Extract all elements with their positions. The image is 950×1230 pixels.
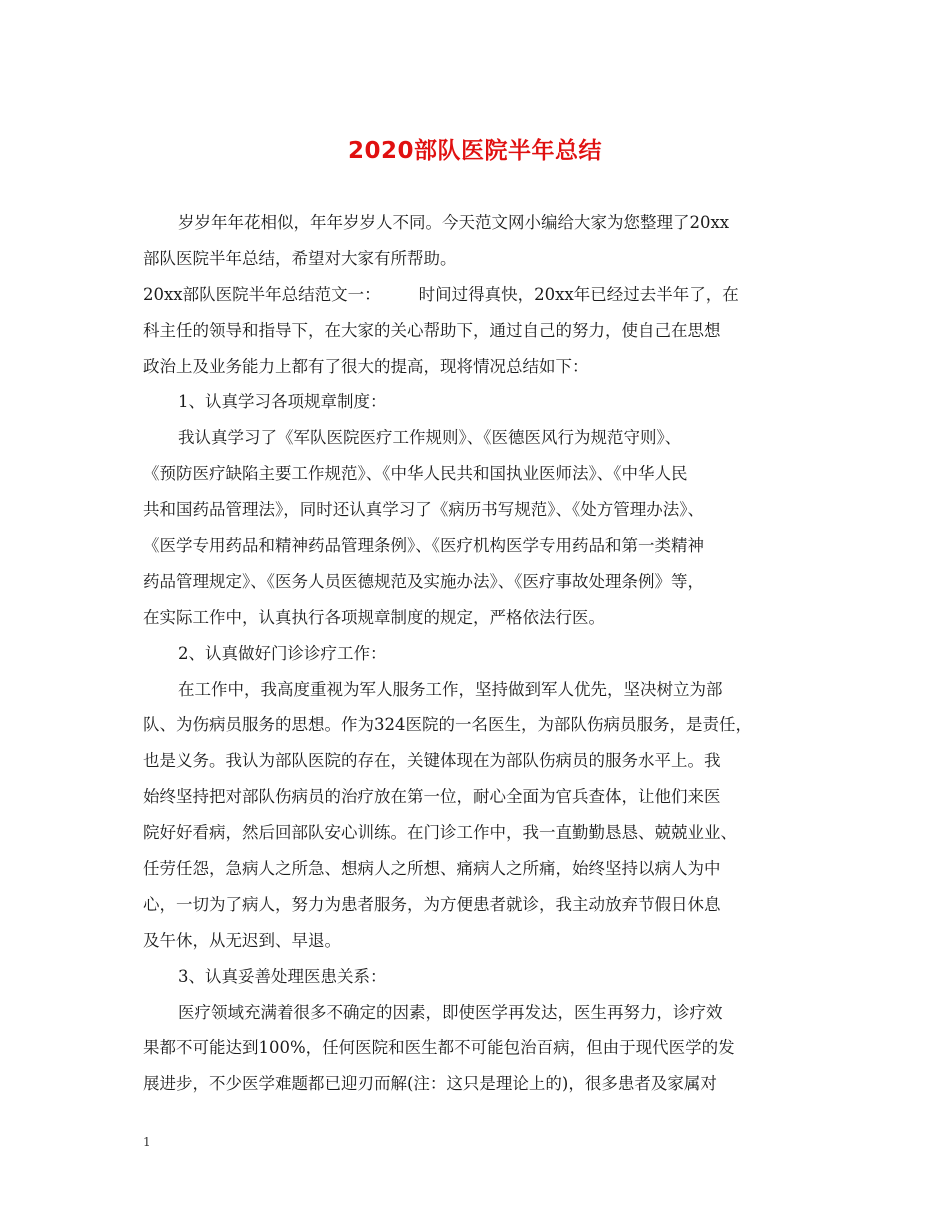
paragraph-line: 部队医院半年总结，希望对大家有所帮助。: [143, 248, 457, 268]
paragraph-line: [143, 277, 808, 313]
paragraph-line: 在工作中，我高度重视为军人服务工作，坚持做到军人优先，坚决树立为部: [178, 679, 723, 699]
paragraph-line: 始终坚持把对部队伤病员的治疗放在第一位，耐心全面为官兵查体，让他们来医: [143, 787, 721, 807]
paragraph-line: 在实际工作中，认真执行各项规章制度的规定，严格依法行医。: [143, 607, 605, 627]
paragraph-line: 科主任的领导和指导下，在大家的关心帮助下，通过自己的努力，使自己在思想: [143, 320, 721, 340]
page-number: 1: [143, 1135, 151, 1149]
paragraph-line: 岁岁年年花相似，年年岁岁人不同。今天范文网小编给大家为您整理了20xx: [178, 213, 730, 232]
paragraph-line: 《预防医疗缺陷主要工作规范》、《中华人民共和国执业医师法》、《中华人民: [143, 464, 688, 484]
section-heading: 1、认真学习各项规章制度：: [178, 392, 387, 412]
paragraph-line: 我认真学习了《军队医院医疗工作规则》、《医德医风行为规范守则》、: [178, 428, 682, 448]
paragraph-line: 心，一切为了病人，努力为患者服务，为方便患者就诊，我主动放弃节假日休息: [143, 894, 721, 914]
paragraph-line: 医疗领域充满着很多不确定的因素，即使医学再发达，医生再努力，诊疗效: [178, 1002, 723, 1022]
paragraph-line: 果都不可能达到100%，任何医院和医生都不可能包治百病，但由于现代医学的发: [143, 1038, 735, 1058]
section-heading: 3、认真妥善处理医患关系：: [178, 966, 387, 986]
paragraph-line: 也是义务。我认为部队医院的存在，关键体现在为部队伤病员的服务水平上。我: [143, 751, 721, 771]
document-body: [143, 205, 808, 1102]
paragraph-line: 院好好看病，然后回部队安心训练。在门诊工作中，我一直勤勤恳恳、兢兢业业、: [143, 823, 737, 843]
paragraph-line: 队、为伤病员服务的思想。作为324医院的一名医生，为部队伤病员服务，是责任，: [143, 715, 752, 735]
paragraph-line: 政治上及业务能力上都有了很大的提高，现将情况总结如下：: [143, 356, 589, 376]
paragraph-line: 及午休，从无迟到、早退。: [143, 930, 341, 950]
section-heading: 20xx部队医院半年总结范文一：: [143, 284, 381, 304]
paragraph-line: 展进步，不少医学难题都已迎刃而解(注：这只是理论上的)，很多患者及家属对: [143, 1074, 717, 1094]
paragraph-line: 共和国药品管理法》，同时还认真学习了《病历书写规范》、《处方管理办法》、: [143, 500, 704, 520]
paragraph-line: 药品管理规定》、《医务人员医德规范及实施办法》、《医疗事故处理条例》等，: [143, 571, 704, 591]
paragraph-line: 《医学专用药品和精神药品管理条例》、《医疗机构医学专用药品和第一类精神: [143, 536, 704, 556]
paragraph-text: 时间过得真快，20xx年已经过去半年了，在: [418, 284, 739, 304]
section-heading: 2、认真做好门诊诊疗工作：: [178, 643, 387, 663]
paragraph-line: 任劳任怨，急病人之所急、想病人之所想、痛病人之所痛，始终坚持以病人为中: [143, 859, 721, 879]
document-title: 2020部队医院半年总结: [347, 138, 602, 164]
